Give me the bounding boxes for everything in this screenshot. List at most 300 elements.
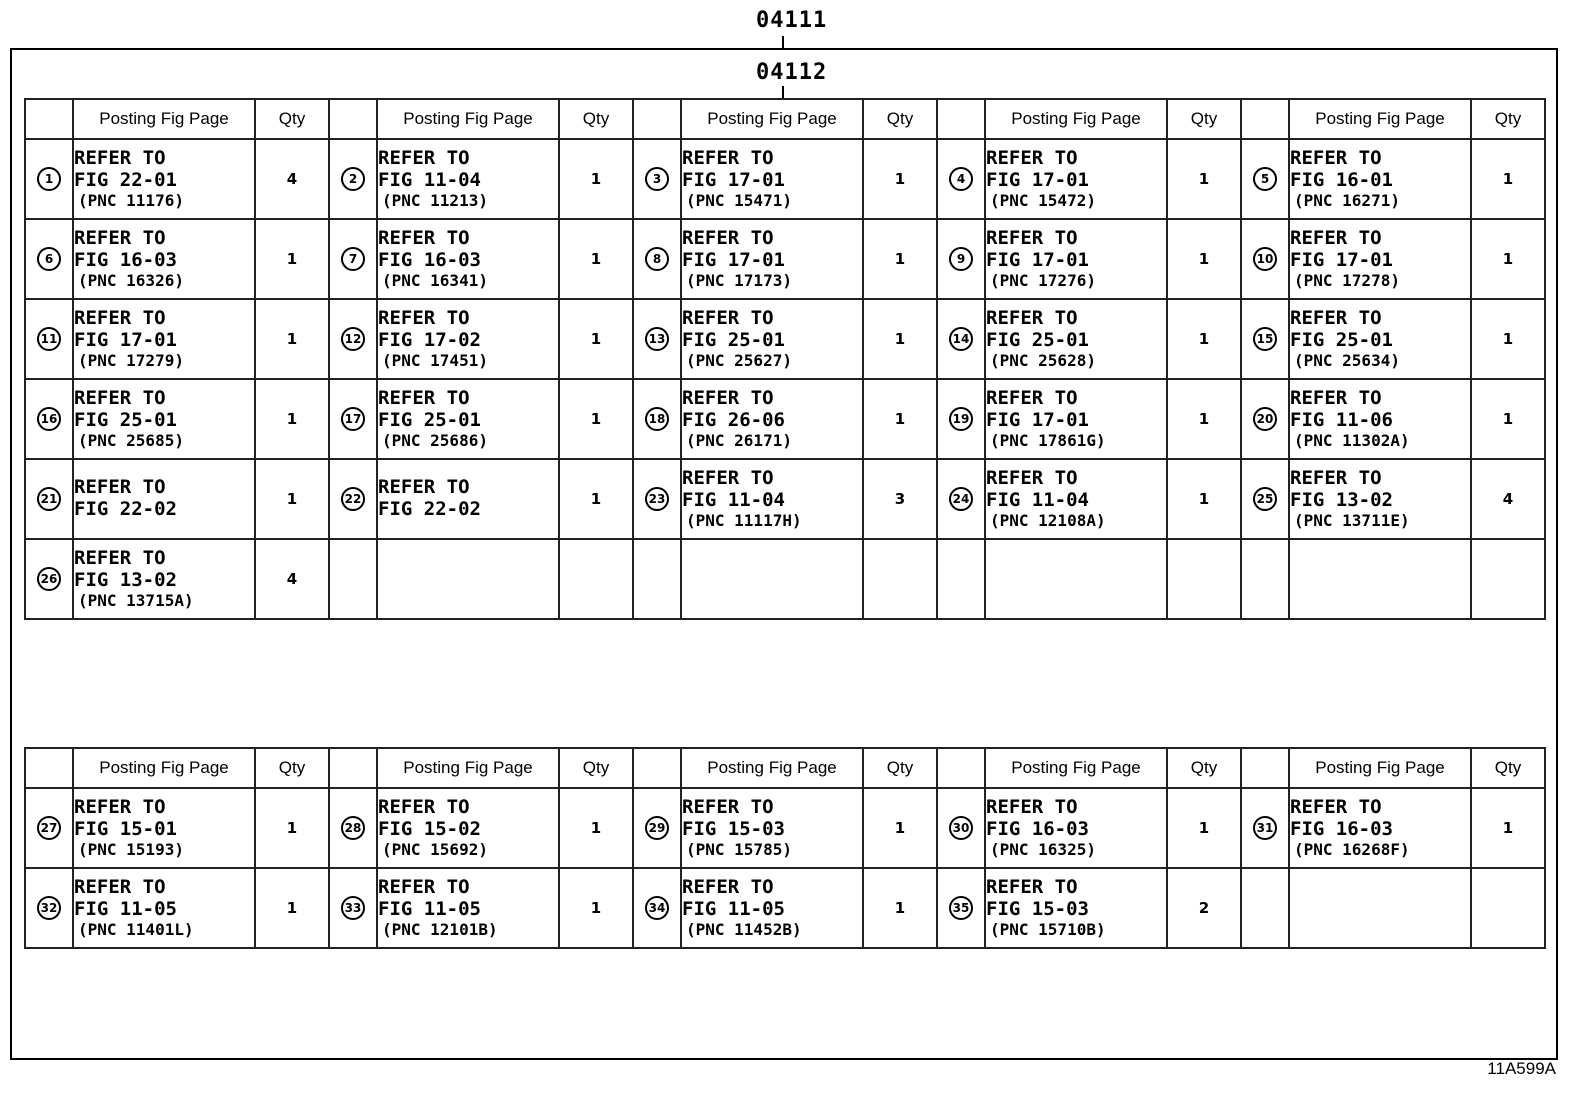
qty-cell: 1 [559,788,633,868]
item-number-cell [25,139,73,219]
fig-reference: FIG 17-01 [986,408,1089,431]
pnc-code: (PNC 25685) [78,430,184,450]
refer-to-text: REFER TO [986,386,1078,409]
posting-fig-cell [377,539,559,619]
pnc-code: (PNC 17861G) [990,430,1106,450]
table-row [25,219,1545,299]
qty-cell: 1 [559,139,633,219]
item-number-cell [1241,219,1289,299]
item-number: 13 [645,327,669,351]
posting-fig-cell [377,868,559,948]
header-posting: Posting Fig Page [985,748,1167,788]
item-number: 26 [37,567,61,591]
header-qty: Qty [1167,99,1241,139]
refer-to-text: REFER TO [378,146,470,169]
pnc-code: (PNC 11452B) [686,919,802,939]
qty-cell: 1 [559,459,633,539]
pnc-code: (PNC 15471) [686,190,792,210]
item-number: 15 [1253,327,1277,351]
item-number-cell [25,788,73,868]
fig-reference: FIG 16-03 [378,248,481,271]
pnc-code: (PNC 15785) [686,839,792,859]
header-qty: Qty [559,748,633,788]
header-index-cell [25,748,73,788]
qty-cell: 2 [1167,868,1241,948]
pnc-code: (PNC 25628) [990,350,1096,370]
item-number-cell [633,539,681,619]
posting-fig-cell [73,219,255,299]
pnc-code: (PNC 16268F) [1294,839,1410,859]
item-number: 32 [37,896,61,920]
item-number: 1 [37,167,61,191]
posting-fig-cell [1289,219,1471,299]
posting-fig-cell [681,219,863,299]
posting-fig-cell [1289,459,1471,539]
item-number: 12 [341,327,365,351]
item-number: 27 [37,816,61,840]
posting-fig-cell [1289,788,1471,868]
refer-to-text: REFER TO [682,795,774,818]
refer-to-text: REFER TO [378,795,470,818]
fig-reference: FIG 17-02 [378,328,481,351]
item-number: 34 [645,896,669,920]
refer-to-text: REFER TO [74,386,166,409]
pnc-code: (PNC 15472) [990,190,1096,210]
table-row [25,459,1545,539]
refer-to-text: REFER TO [1290,386,1382,409]
header-qty: Qty [863,748,937,788]
item-number-cell [329,219,377,299]
header-posting: Posting Fig Page [377,99,559,139]
posting-fig-cell [377,788,559,868]
refer-to-text: REFER TO [986,146,1078,169]
qty-cell: 1 [559,299,633,379]
item-number: 7 [341,247,365,271]
posting-fig-cell [681,459,863,539]
qty-cell [1167,539,1241,619]
item-number-cell [25,219,73,299]
item-number-cell [937,868,985,948]
item-number: 29 [645,816,669,840]
qty-cell: 1 [255,299,329,379]
fig-reference: FIG 25-01 [1290,328,1393,351]
item-number: 35 [949,896,973,920]
refer-to-text: REFER TO [682,146,774,169]
fig-reference: FIG 16-03 [1290,817,1393,840]
fig-reference: FIG 22-02 [74,498,177,520]
fig-reference: FIG 11-04 [986,488,1089,511]
qty-cell: 1 [863,379,937,459]
fig-reference: FIG 25-01 [74,408,177,431]
refer-to-text: REFER TO [378,386,470,409]
table-row [25,868,1545,948]
refer-to-text: REFER TO [986,226,1078,249]
pnc-code: (PNC 16326) [78,270,184,290]
header-posting: Posting Fig Page [377,748,559,788]
header-qty: Qty [559,99,633,139]
header-index-cell [633,99,681,139]
item-number-cell [329,868,377,948]
item-number-cell [25,379,73,459]
item-number: 31 [1253,816,1277,840]
item-number: 17 [341,407,365,431]
qty-cell: 4 [255,539,329,619]
fig-reference: FIG 16-03 [74,248,177,271]
refer-to-text: REFER TO [74,476,166,499]
header-posting: Posting Fig Page [681,748,863,788]
fig-reference: FIG 17-01 [682,168,785,191]
item-number-cell [329,459,377,539]
posting-fig-cell [681,788,863,868]
pnc-code: (PNC 11176) [78,190,184,210]
qty-cell: 1 [255,868,329,948]
fig-reference: FIG 25-01 [986,328,1089,351]
posting-fig-cell [377,459,559,539]
qty-cell: 1 [559,219,633,299]
pnc-code: (PNC 17173) [686,270,792,290]
refer-to-text: REFER TO [74,146,166,169]
header-posting: Posting Fig Page [985,99,1167,139]
item-number: 30 [949,816,973,840]
header-index-cell [329,99,377,139]
pnc-code: (PNC 16271) [1294,190,1400,210]
qty-cell: 1 [863,788,937,868]
qty-cell: 1 [1167,299,1241,379]
item-number-cell [937,299,985,379]
qty-cell [559,539,633,619]
posting-fig-cell [73,139,255,219]
table-row [25,539,1545,619]
item-number-cell [329,299,377,379]
item-number: 2 [341,167,365,191]
posting-fig-cell [73,539,255,619]
item-number-cell [1241,459,1289,539]
item-number-cell [633,379,681,459]
fig-reference: FIG 15-03 [682,817,785,840]
header-qty: Qty [255,748,329,788]
qty-cell: 1 [863,219,937,299]
fig-reference: FIG 15-02 [378,817,481,840]
fig-reference: FIG 15-01 [74,817,177,840]
item-number: 16 [37,407,61,431]
refer-to-text: REFER TO [1290,795,1382,818]
item-number: 3 [645,167,669,191]
fig-reference: FIG 22-02 [378,498,481,520]
posting-fig-cell [1289,868,1471,948]
qty-cell: 1 [1471,788,1545,868]
posting-fig-cell [1289,139,1471,219]
qty-cell: 1 [863,139,937,219]
refer-to-text: REFER TO [986,795,1078,818]
item-number-cell [329,539,377,619]
pnc-code: (PNC 12108A) [990,510,1106,530]
header-qty: Qty [1471,99,1545,139]
item-number: 24 [949,487,973,511]
qty-cell [863,539,937,619]
fig-reference: FIG 17-01 [986,168,1089,191]
qty-cell: 1 [559,868,633,948]
fig-reference: FIG 11-05 [682,897,785,920]
pnc-code: (PNC 17279) [78,350,184,370]
item-number-cell [633,868,681,948]
item-number: 6 [37,247,61,271]
header-row [25,748,1545,788]
header-qty: Qty [1471,748,1545,788]
qty-cell: 1 [255,219,329,299]
refer-to-text: REFER TO [986,875,1078,898]
item-number-cell [25,299,73,379]
fig-reference: FIG 11-06 [1290,408,1393,431]
item-number-cell [1241,788,1289,868]
qty-cell: 4 [1471,459,1545,539]
pnc-code: (PNC 11213) [382,190,488,210]
posting-fig-cell [985,539,1167,619]
posting-fig-cell [985,868,1167,948]
fig-reference: FIG 25-01 [682,328,785,351]
posting-fig-cell [377,139,559,219]
header-posting: Posting Fig Page [1289,99,1471,139]
item-number-cell [1241,379,1289,459]
item-number-cell [633,299,681,379]
refer-to-text: REFER TO [74,795,166,818]
posting-fig-cell [377,219,559,299]
pnc-code: (PNC 25634) [1294,350,1400,370]
fig-reference: FIG 11-04 [378,168,481,191]
item-number-cell [329,379,377,459]
qty-cell: 1 [863,868,937,948]
item-number-cell [937,219,985,299]
item-number-cell [937,139,985,219]
pnc-code: (PNC 17451) [382,350,488,370]
item-number-cell [1241,539,1289,619]
pnc-code: (PNC 25627) [686,350,792,370]
posting-fig-cell [985,139,1167,219]
posting-fig-cell [1289,299,1471,379]
item-number-cell [937,459,985,539]
posting-fig-cell [377,299,559,379]
group-label-04111: 04111 [756,8,828,33]
refer-to-text: REFER TO [682,386,774,409]
posting-fig-cell [985,299,1167,379]
qty-cell: 1 [863,299,937,379]
refer-to-text: REFER TO [1290,146,1382,169]
item-number: 4 [949,167,973,191]
posting-fig-cell [73,459,255,539]
posting-fig-cell [681,868,863,948]
fig-reference: FIG 17-01 [682,248,785,271]
item-number: 11 [37,327,61,351]
refer-to-text: REFER TO [682,466,774,489]
qty-cell: 4 [255,139,329,219]
item-number: 8 [645,247,669,271]
header-qty: Qty [255,99,329,139]
fig-reference: FIG 16-01 [1290,168,1393,191]
refer-to-text: REFER TO [1290,226,1382,249]
posting-fig-cell [681,139,863,219]
pnc-code: (PNC 13711E) [1294,510,1410,530]
header-row [25,99,1545,139]
item-number: 21 [37,487,61,511]
header-posting: Posting Fig Page [73,748,255,788]
pnc-code: (PNC 11401L) [78,919,194,939]
fig-reference: FIG 15-03 [986,897,1089,920]
item-number: 14 [949,327,973,351]
figure-code: 11A599A [1487,1059,1556,1078]
parts-table-1 [24,98,1546,620]
pnc-code: (PNC 11302A) [1294,430,1410,450]
qty-cell: 1 [1167,459,1241,539]
fig-reference: FIG 16-03 [986,817,1089,840]
item-number-cell [633,459,681,539]
item-number-cell [1241,139,1289,219]
header-index-cell [633,748,681,788]
header-posting: Posting Fig Page [1289,748,1471,788]
pnc-code: (PNC 15692) [382,839,488,859]
qty-cell: 1 [255,379,329,459]
table-row [25,299,1545,379]
pnc-code: (PNC 16341) [382,270,488,290]
item-number-cell [25,459,73,539]
refer-to-text: REFER TO [74,306,166,329]
item-number: 25 [1253,487,1277,511]
qty-cell: 3 [863,459,937,539]
item-number-cell [25,539,73,619]
pnc-code: (PNC 15710B) [990,919,1106,939]
refer-to-text: REFER TO [986,466,1078,489]
posting-fig-cell [1289,379,1471,459]
header-qty: Qty [863,99,937,139]
refer-to-text: REFER TO [986,306,1078,329]
header-index-cell [937,748,985,788]
item-number-cell [633,139,681,219]
posting-fig-cell [681,299,863,379]
header-posting: Posting Fig Page [73,99,255,139]
item-number-cell [329,788,377,868]
qty-cell: 1 [559,379,633,459]
pnc-code: (PNC 12101B) [382,919,498,939]
item-number: 22 [341,487,365,511]
posting-fig-cell [1289,539,1471,619]
refer-to-text: REFER TO [682,306,774,329]
pnc-code: (PNC 15193) [78,839,184,859]
table-row [25,139,1545,219]
pnc-code: (PNC 17278) [1294,270,1400,290]
item-number-cell [329,139,377,219]
posting-fig-cell [73,379,255,459]
qty-cell: 1 [1471,299,1545,379]
item-number-cell [1241,868,1289,948]
item-number-cell [1241,299,1289,379]
pnc-code: (PNC 16325) [990,839,1096,859]
fig-reference: FIG 11-05 [74,897,177,920]
posting-fig-cell [377,379,559,459]
item-number-cell [25,868,73,948]
qty-cell: 1 [1167,379,1241,459]
posting-fig-cell [681,539,863,619]
header-index-cell [25,99,73,139]
refer-to-text: REFER TO [74,875,166,898]
posting-fig-cell [985,379,1167,459]
item-number: 9 [949,247,973,271]
item-number: 10 [1253,247,1277,271]
item-number: 28 [341,816,365,840]
parts-table-2 [24,747,1546,949]
qty-cell: 1 [255,788,329,868]
qty-cell [1471,539,1545,619]
refer-to-text: REFER TO [74,546,166,569]
refer-to-text: REFER TO [378,226,470,249]
fig-reference: FIG 13-02 [74,568,177,591]
header-index-cell [1241,99,1289,139]
fig-reference: FIG 11-04 [682,488,785,511]
item-number-cell [633,219,681,299]
item-number: 19 [949,407,973,431]
fig-reference: FIG 17-01 [986,248,1089,271]
qty-cell: 1 [1167,788,1241,868]
posting-fig-cell [985,219,1167,299]
item-number: 20 [1253,407,1277,431]
qty-cell: 1 [1471,139,1545,219]
refer-to-text: REFER TO [74,226,166,249]
qty-cell: 1 [255,459,329,539]
pnc-code: (PNC 26171) [686,430,792,450]
item-number-cell [937,788,985,868]
pnc-code: (PNC 17276) [990,270,1096,290]
fig-reference: FIG 22-01 [74,168,177,191]
table-row [25,379,1545,459]
qty-cell [1471,868,1545,948]
refer-to-text: REFER TO [378,476,470,499]
refer-to-text: REFER TO [682,875,774,898]
posting-fig-cell [73,299,255,379]
item-number: 33 [341,896,365,920]
qty-cell: 1 [1167,219,1241,299]
fig-reference: FIG 13-02 [1290,488,1393,511]
item-number: 18 [645,407,669,431]
header-qty: Qty [1167,748,1241,788]
fig-reference: FIG 17-01 [1290,248,1393,271]
header-posting: Posting Fig Page [681,99,863,139]
fig-reference: FIG 26-06 [682,408,785,431]
item-number: 23 [645,487,669,511]
item-number: 5 [1253,167,1277,191]
posting-fig-cell [73,788,255,868]
qty-cell: 1 [1167,139,1241,219]
refer-to-text: REFER TO [378,875,470,898]
item-number-cell [937,379,985,459]
fig-reference: FIG 25-01 [378,408,481,431]
posting-fig-cell [681,379,863,459]
posting-fig-cell [985,459,1167,539]
pnc-code: (PNC 25686) [382,430,488,450]
fig-reference: FIG 11-05 [378,897,481,920]
refer-to-text: REFER TO [682,226,774,249]
table-row [25,788,1545,868]
refer-to-text: REFER TO [378,306,470,329]
refer-to-text: REFER TO [1290,466,1382,489]
item-number-cell [633,788,681,868]
group-label-04112: 04112 [756,60,828,85]
qty-cell: 1 [1471,219,1545,299]
posting-fig-cell [985,788,1167,868]
fig-reference: FIG 17-01 [74,328,177,351]
header-index-cell [329,748,377,788]
header-index-cell [937,99,985,139]
header-index-cell [1241,748,1289,788]
pnc-code: (PNC 11117H) [686,510,802,530]
qty-cell: 1 [1471,379,1545,459]
pnc-code: (PNC 13715A) [78,590,194,610]
